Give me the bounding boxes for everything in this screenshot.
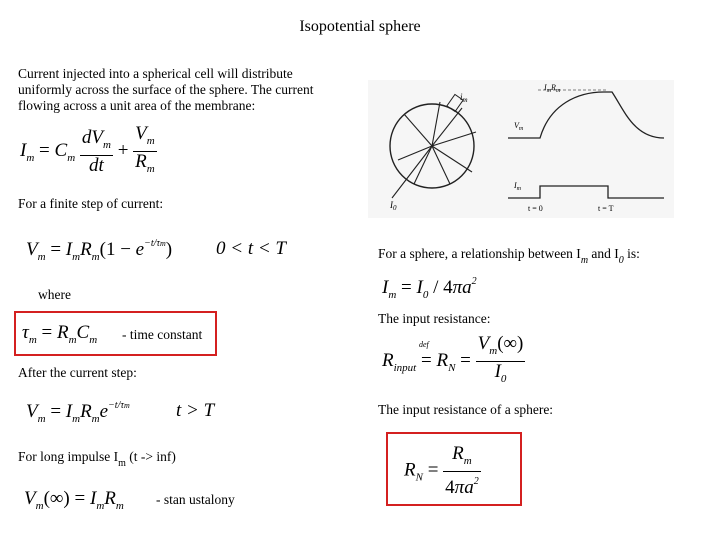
i0-label: $I_0$	[390, 200, 397, 212]
page-title: Isopotential sphere	[299, 18, 421, 35]
steady-state-note: - stan ustalony	[156, 492, 235, 507]
t0-label: t = 0	[528, 204, 543, 213]
time-constant-note: - time constant	[122, 327, 203, 342]
sphere-resistance-equation: $R_N$ = $\frac{R_m}{4\pi a^2}$	[404, 443, 479, 498]
membrane-current-equation: $I_m = C_m$ $\frac{dV_m}{dt}$ + $\frac{V_m}{R_m}$	[20, 123, 155, 176]
steady-state-equation: $V_m(\infty) = I_mR_m$	[24, 488, 124, 512]
im-label: $i_m$	[460, 92, 468, 104]
sphere-resistance-label: The input resistance of a sphere:	[378, 402, 554, 417]
long-impulse-label: For long impulse $I_m$ (t -> inf)	[18, 449, 176, 469]
input-resistance-label: The input resistance:	[378, 311, 491, 326]
after-step-condition: t > T	[176, 400, 215, 421]
tT-label: t = T	[598, 204, 614, 213]
im-step-label: $I_m$	[514, 181, 522, 192]
sphere-current-equation: $I_m = I_0 / 4\pi a^2$	[382, 276, 477, 301]
finite-step-label: For a finite step of current:	[18, 196, 164, 211]
finite-step-equation: $V_m = I_mR_m(1 - e^{-t/\tau m})$	[26, 238, 173, 263]
sphere-figure	[368, 80, 674, 218]
finite-step-condition: 0 < t < T	[216, 238, 286, 259]
imrm-label: $I_mR_m$	[544, 83, 561, 94]
sphere-relationship-label: For a sphere, a relationship between $I_m$ and $I_0$ is:	[378, 246, 640, 266]
time-constant-equation: $\tau_m = R_mC_m$	[22, 322, 98, 346]
where-label: where	[38, 287, 71, 302]
after-step-label: After the current step:	[18, 365, 137, 380]
intro-text: Current injected into a spherical cell will distribute uniformly across the surface of the sphere. The current flowing across a unit area of the membrane:	[18, 66, 314, 113]
input-resistance-equation: $R_{input}$ = def $R_N$ = $\frac{V_m(\infty)}{I_0}$	[382, 333, 524, 385]
after-step-equation: $V_m = I_mR_me^{-t/\tau m}$	[26, 400, 130, 425]
vm-label: $V_m$	[514, 121, 524, 132]
sphere-diagram	[368, 80, 674, 218]
